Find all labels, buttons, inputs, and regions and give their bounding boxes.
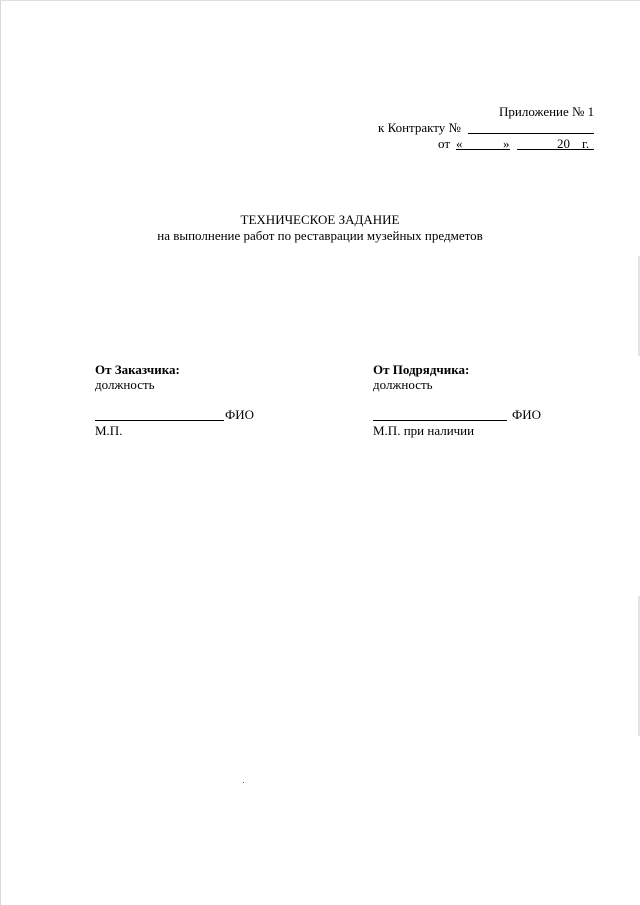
contract-label: к Контракту №: [378, 120, 461, 135]
date-year-label: 20: [557, 136, 570, 151]
contractor-position-label: должность: [373, 377, 433, 392]
contractor-signature-field[interactable]: [373, 420, 507, 421]
customer-position-label: должность: [95, 377, 155, 392]
date-from-label: от: [438, 136, 451, 151]
contract-number-field[interactable]: [468, 133, 594, 134]
scan-speck: [243, 782, 244, 783]
customer-heading: От Заказчика:: [95, 362, 180, 377]
date-day-field[interactable]: [456, 149, 510, 150]
customer-fio-label: ФИО: [225, 407, 255, 422]
document-subtitle: на выполнение работ по реставрации музейных предметов: [157, 228, 483, 243]
contractor-heading: От Подрядчика:: [373, 362, 470, 377]
contractor-seal-label: М.П. при наличии: [373, 423, 475, 438]
document-title: ТЕХНИЧЕСКОЕ ЗАДАНИЕ: [240, 212, 400, 227]
contractor-fio-label: ФИО: [512, 407, 542, 422]
page-top-edge: [0, 0, 640, 1]
date-suffix-label: г.: [582, 136, 590, 151]
customer-signature-field[interactable]: [95, 420, 224, 421]
date-close-quote: »: [503, 136, 510, 151]
appendix-label: Приложение № 1: [499, 104, 595, 119]
page-left-edge: [0, 0, 1, 905]
date-open-quote: «: [456, 136, 463, 151]
customer-seal-label: М.П.: [95, 423, 123, 438]
